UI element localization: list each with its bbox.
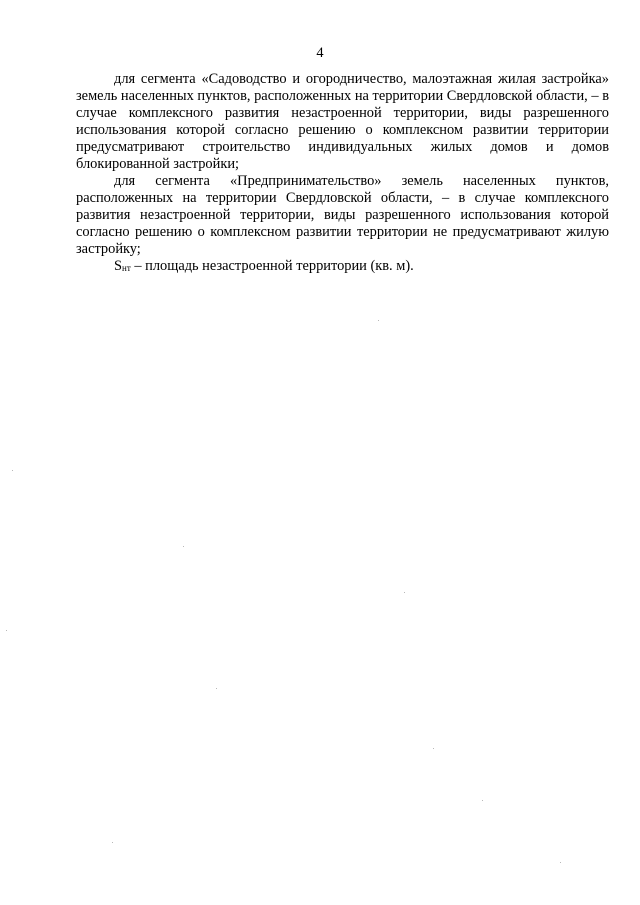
scan-speck: [560, 862, 561, 863]
body-text: [76, 71, 609, 277]
scan-speck: [183, 546, 184, 547]
scan-speck: [482, 800, 483, 801]
scan-speck: [112, 842, 113, 843]
formula-symbol: S: [114, 258, 123, 274]
scan-speck: [433, 748, 434, 749]
scan-speck: [12, 470, 13, 471]
definition-line: [76, 258, 609, 277]
scan-speck: [216, 688, 217, 689]
page-number: 4: [316, 45, 324, 61]
scan-speck: [404, 592, 405, 593]
paragraph-segment-gardening: для сегмента «Садоводство и огородничество, малоэтажная жилая застройка» земель населенных пунктов, расположенных на территории Свердловской области, – в случае комплексного развития незастроенной территории, виды разрешенного использования которой согласно решению о комплексном развитии территории предусматривают строительство индивидуальных жилых домов и домов блокированной застройки;: [76, 71, 609, 172]
scan-speck: [378, 320, 379, 321]
scan-speck: [6, 630, 7, 631]
definition-text: – площадь незастроенной территории (кв. м).: [130, 258, 414, 274]
formula-subscript: нт: [122, 263, 131, 273]
paragraph-segment-entrepreneurship: для сегмента «Предпринимательство» земель населенных пунктов, расположенных на территории Свердловской области, – в случае комплексного развития незастроенной территории, виды разрешенного использования которой согласно решению о комплексном развитии территории не предусматривают жилую застройку;: [76, 173, 609, 257]
